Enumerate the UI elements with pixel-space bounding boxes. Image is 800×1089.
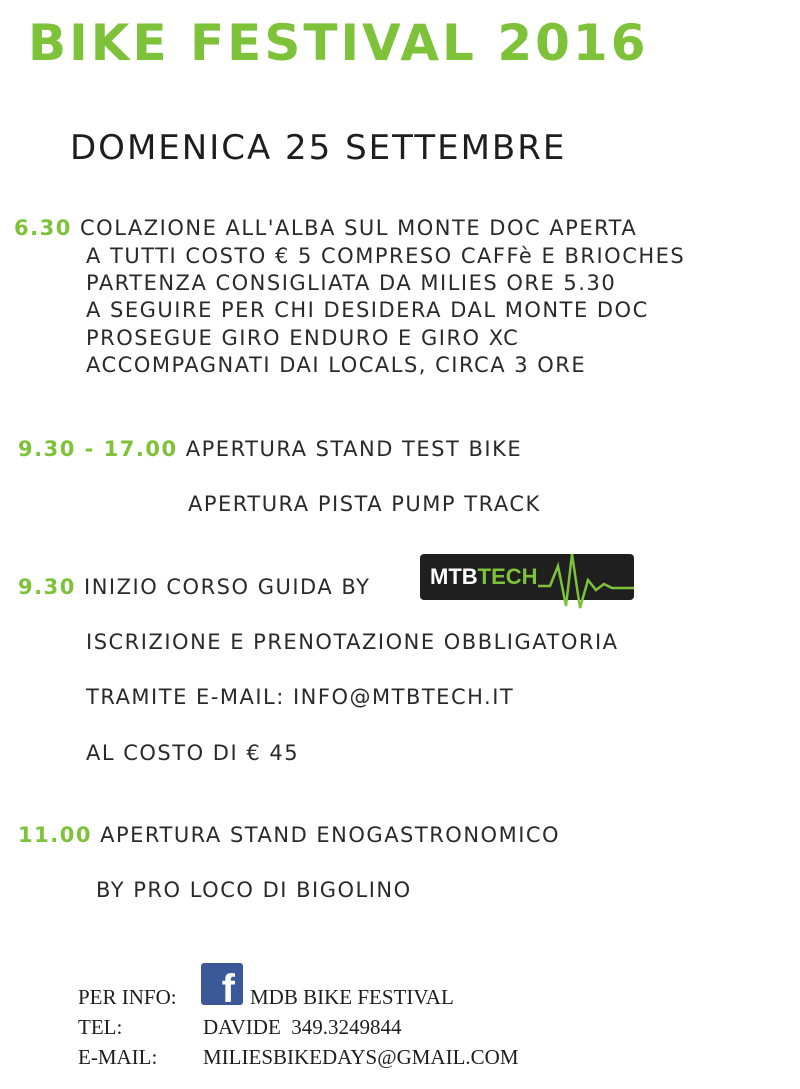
event-line: PROSEGUE GIRO ENDURO E GIRO XC bbox=[86, 326, 520, 350]
event-time: 11.00 bbox=[18, 823, 92, 847]
festival-title: BIKE FESTIVAL 2016 bbox=[28, 14, 649, 72]
event-line: ACCOMPAGNATI DAI LOCALS, CIRCA 3 ORE bbox=[86, 353, 587, 377]
tel-label: TEL: bbox=[78, 1015, 123, 1039]
event-time: 9.30 bbox=[18, 575, 76, 599]
tel-value[interactable]: DAVIDE 349.3249844 bbox=[203, 1015, 402, 1039]
heartbeat-icon bbox=[420, 546, 634, 616]
logo-text: MTBTECH bbox=[430, 564, 538, 589]
event-line: TRAMITE E-MAIL: INFO@MTBTECH.IT bbox=[86, 685, 515, 709]
event-line: A TUTTI COSTO € 5 COMPRESO CAFFè E BRIOCHES bbox=[86, 244, 686, 268]
email-label: E-MAIL: bbox=[78, 1045, 158, 1069]
event-line: APERTURA PISTA PUMP TRACK bbox=[188, 492, 541, 516]
info-label: PER INFO: bbox=[78, 985, 177, 1009]
mtbtech-logo bbox=[420, 554, 634, 600]
event-date: DOMENICA 25 SETTEMBRE bbox=[70, 128, 567, 168]
email-value[interactable]: MILIESBIKEDAYS@GMAIL.COM bbox=[203, 1045, 519, 1069]
event-line: APERTURA STAND ENOGASTRONOMICO bbox=[100, 823, 561, 847]
event-line: A SEGUIRE PER CHI DESIDERA DAL MONTE DOC bbox=[86, 298, 649, 322]
event-line: ISCRIZIONE E PRENOTAZIONE OBBLIGATORIA bbox=[86, 630, 619, 654]
event-line: APERTURA STAND TEST BIKE bbox=[185, 437, 523, 461]
event-line: INIZIO CORSO GUIDA BY bbox=[84, 575, 371, 599]
facebook-page-name[interactable]: MDB BIKE FESTIVAL bbox=[250, 985, 454, 1009]
facebook-icon[interactable]: f bbox=[201, 963, 243, 1005]
event-line: PARTENZA CONSIGLIATA DA MILIES ORE 5.30 bbox=[86, 271, 617, 295]
event-line: COLAZIONE ALL'ALBA SUL MONTE DOC APERTA bbox=[80, 216, 638, 240]
event-line: AL COSTO DI € 45 bbox=[86, 741, 300, 765]
event-line: BY PRO LOCO DI BIGOLINO bbox=[96, 878, 412, 902]
event-time: 6.30 bbox=[14, 216, 72, 240]
event-time: 9.30 - 17.00 bbox=[18, 437, 178, 461]
